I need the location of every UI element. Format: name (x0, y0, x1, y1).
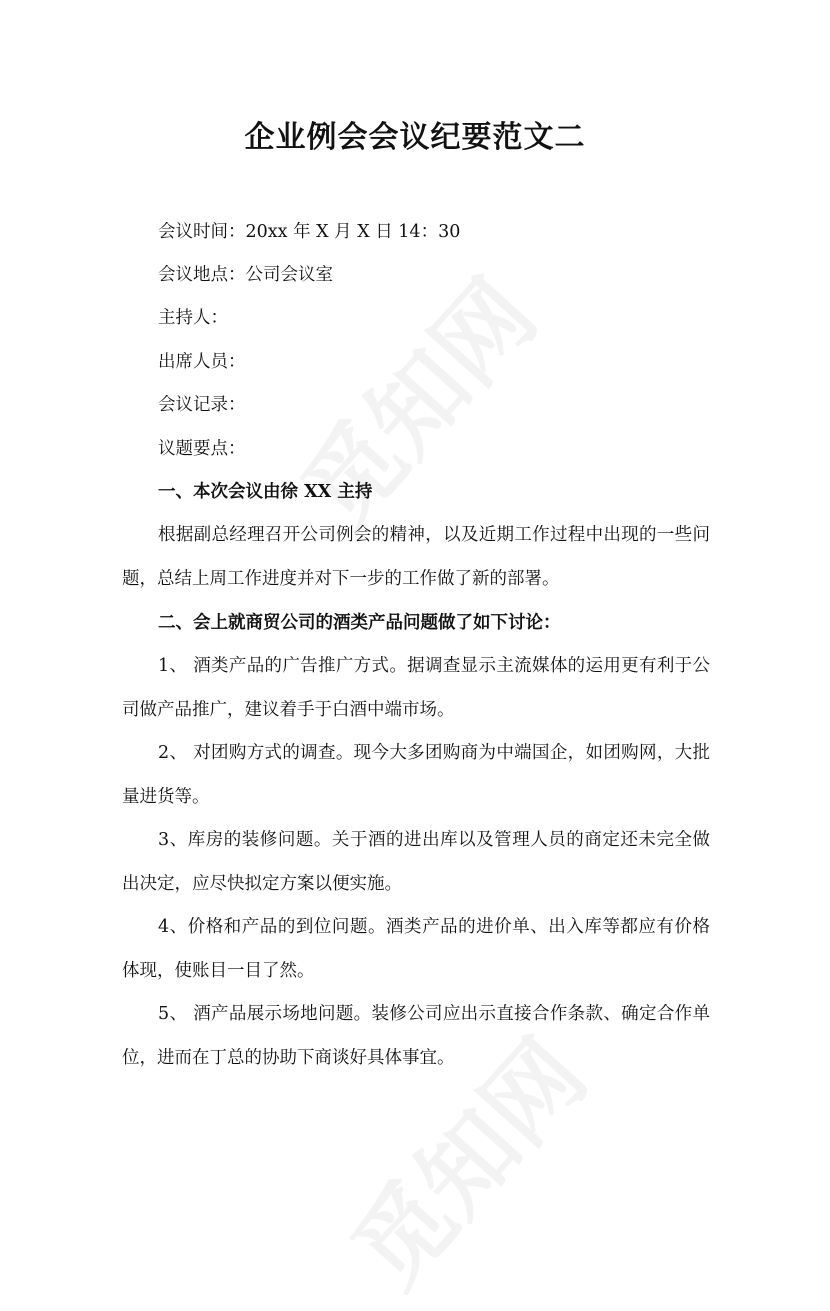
discussion-item: 5、 酒产品展示场地问题。装修公司应出示直接合作条款、确定合作单位，进而在丁总的协助下商谈好具体事宜。 (122, 1004, 710, 1068)
discussion-item: 4、价格和产品的到位问题。酒类产品的进价单、出入库等都应有价格体现，使账目一目了然。 (122, 917, 710, 981)
discussion-item: 2、 对团购方式的调查。现今大多团购商为中端国企，如团购网，大批量进货等。 (122, 743, 710, 807)
meeting-agenda: 议题要点： (158, 439, 246, 459)
meeting-host: 主持人： (158, 308, 228, 328)
meeting-location: 会议地点：公司会议室 (158, 265, 333, 285)
section2-heading: 二、会上就商贸公司的酒类产品问题做了如下讨论： (158, 613, 561, 633)
meeting-attendees: 出席人员： (158, 352, 246, 372)
section1-body: 根据副总经理召开公司例会的精神，以及近期工作过程中出现的一些问题，总结上周工作进度并对下一步的工作做了新的部署。 (122, 525, 710, 589)
discussion-item: 3、库房的装修问题。关于酒的进出库以及管理人员的商定还未完全做出决定，应尽快拟定方案以便实施。 (122, 830, 710, 894)
section1-heading: 一、本次会议由徐 XX 主持 (158, 482, 373, 502)
watermark (267, 246, 562, 552)
document-title: 企业例会会议纪要范文二 (244, 120, 586, 155)
meeting-time: 会议时间：20xx 年 X 月 X 日 14：30 (158, 222, 461, 242)
discussion-item: 1、 酒类产品的广告推广方式。据调查显示主流媒体的运用更有利于公司做产品推广，建议着手于白酒中端市场。 (122, 656, 710, 720)
meeting-recorder: 会议记录： (158, 395, 246, 415)
